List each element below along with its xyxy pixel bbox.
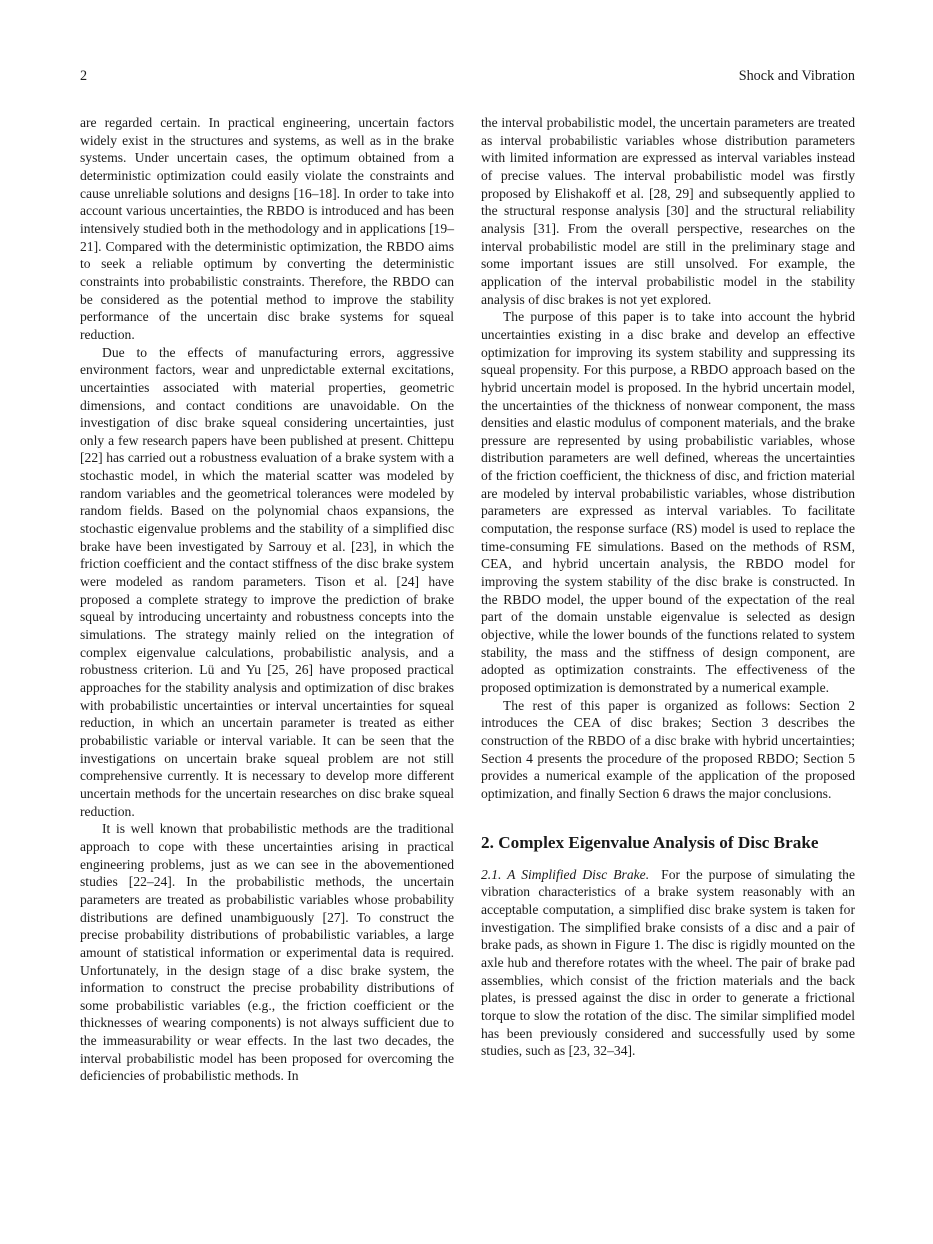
paragraph-continued: are regarded certain. In practical engineering, uncertain factors widely exist in the structures and systems, as well as in the brake systems. Under uncertain cases, the optimum obtained from a deterministic optimization could easily violate the constraints and cause unreliable solutions and designs [16–18]. In order to take into account various uncertainties, the RBDO is introduced and has been intensively studied both in the methodology and in applications [19–21]. Compared with the deterministic optimization, the RBDO aims to seek a reliable optimum by converting the deterministic constraints into probabilistic constraints. Therefore, the RBDO can be considered as the potential method to improve the stability performance of the uncertain disc brake systems for squeal reduction.: [80, 115, 454, 342]
section-heading: 2. Complex Eigenvalue Analysis of Disc Brake: [481, 832, 819, 852]
paragraph-interval-model: the interval probabilistic model, the uncertain parameters are treated as interval probabilistic variables whose distribution parameters with limited information are expressed as interval variables instead of precise values. The interval probabilistic model was firstly proposed by Elishakoff et al. [28, 29] and subsequently applied to the structural response analysis [30] and the structural reliability analysis [31]. From the overall perspective, researches on the interval probabilistic model are still in the preliminary stage and some important issues are still unsolved. For example, the application of the interval probabilistic model in the stability analysis of disc brakes is not yet explored.: [481, 115, 855, 307]
journal-name: Shock and Vibration: [738, 68, 855, 84]
paragraph-organization: The rest of this paper is organized as follows: Section 2 introduces the CEA of disc brakes; Section 3 describes the construction of the RBDO of a disc brake with hybrid uncertainties; Section 4 presents the procedure of the proposed RBDO; Section 5 provides a numerical example of the application of the proposed optimization, and finally Section 6 draws the major conclusions.: [481, 697, 855, 801]
subsection-body: For the purpose of simulating the vibration characteristics of a brake system reasonably with an acceptable computation, a simplified disc brake system is taken for investigation. The simplified brake consists of a disc and a pair of brake pads, as shown in Figure 1. The disc is rigidly mounted on the axle hub and therefore rotates with the wheel. The pair of brake pad assemblies, which consist of the friction materials and the back plates, is pressed against the disc in order to generate a frictional torque to slow the rotation of the disc. The similar simplified model has been previously considered and successfully used by some studies, such as [23, 32–34].: [481, 866, 856, 1059]
left-column: [80, 114, 454, 1085]
paragraph-uncertainty-review: Due to the effects of manufacturing errors, aggressive environment factors, wear and unpredictable external excitations, uncertainties associated with material properties, geometric dimensions, and contact conditions are unavoidable. On the investigation of disc brake squeal considering uncertainties, just only a few research papers have been published at present. Chittepu [22] has carried out a robustness evaluation of a brake system with a stochastic model, in which the material scatter was modeled by random variables and the geometrical tolerances were modeled by random fields. Based on the polynomial chaos expansions, the stochastic eigenvalue problems and the stability of a simplified disc brake have been investigated by Sarrouy et al. [23], in which the friction coefficient and the contact stiffness of the disc brake system were modeled as random parameters. Tison et al. [24] have proposed a complete strategy to improve the prediction of brake squeal by introducing uncertainty and robustness concepts into the simulations. The strategy mainly relied on the integration of complex eigenvalue calculations, probabilistic analysis, and a robustness criterion. Lü and Yu [25, 26] have proposed practical approaches for the stability analysis and optimization of disc brakes with probabilistic uncertainties or interval uncertainties for squeal reduction, in which an uncertain parameter is treated as either probabilistic variable or interval variable. It can be seen that the investigations on uncertain brake squeal problem are not still comprehensive currently. It is necessary to develop more different uncertain methods for the uncertain researches on disc brake squeal reduction.: [80, 344, 454, 819]
page-number: 2: [80, 68, 88, 84]
paragraph-purpose: The purpose of this paper is to take into account the hybrid uncertainties existing in a disc brake and develop an effective optimization for improving its system stability and suppressing its squeal propensity. For this purpose, a RBDO approach based on the hybrid uncertain model is proposed. In the hybrid uncertain model, the uncertainties of the thickness of nonwear component, the mass densities and elastic modulus of component materials, and the brake pressure are represented by using probabilistic variables, whose distribution parameters are well defined, whereas the uncertainties of the friction coefficient, the thickness of disc, and friction material are modeled by interval probabilistic variables, whose distribution parameters are expressed as interval variables. To facilitate computation, the response surface (RS) model is used to replace the time-consuming FE simulations. Based on the methods of RSM, CEA, and hybrid uncertain analysis, the RBDO model for improving the system stability of the disc brake is constructed. In the RBDO model, the upper bound of the expectation of the real part of the domain unstable eigenvalue is selected as design objective, while the lower bounds of the functions related to system stability, the mass and the stiffness of design component, are adopted as optimization constraints. The effectiveness of the proposed optimization is demonstrated by a numerical example.: [481, 309, 855, 695]
right-column: [481, 114, 855, 1060]
subsection-title: 2.1. A Simplified Disc Brake.: [481, 866, 650, 882]
paragraph-simplified-brake: [481, 866, 855, 1060]
paragraph-probabilistic-methods: It is well known that probabilistic methods are the traditional approach to cope with these uncertainties arising in practical engineering problems, just as we can see in the abovementioned studies [22–24]. In the probabilistic methods, the uncertain parameters are treated as probabilistic variables whose probability distributions are defined unambiguously [27]. To construct the precise probability distributions of probabilistic variables, a large amount of statistical information or experimental data is required. Unfortunately, in the design stage of a disc brake system, the information to construct the precise probability distributions of some probabilistic variables (e.g., the friction coefficient or the thicknesses of wearing components) is not always sufficient due to the immeasurability or wear effects. In the last two decades, the interval probabilistic model has been proposed for overcoming the deficiencies of probabilistic methods. In: [80, 821, 454, 1084]
